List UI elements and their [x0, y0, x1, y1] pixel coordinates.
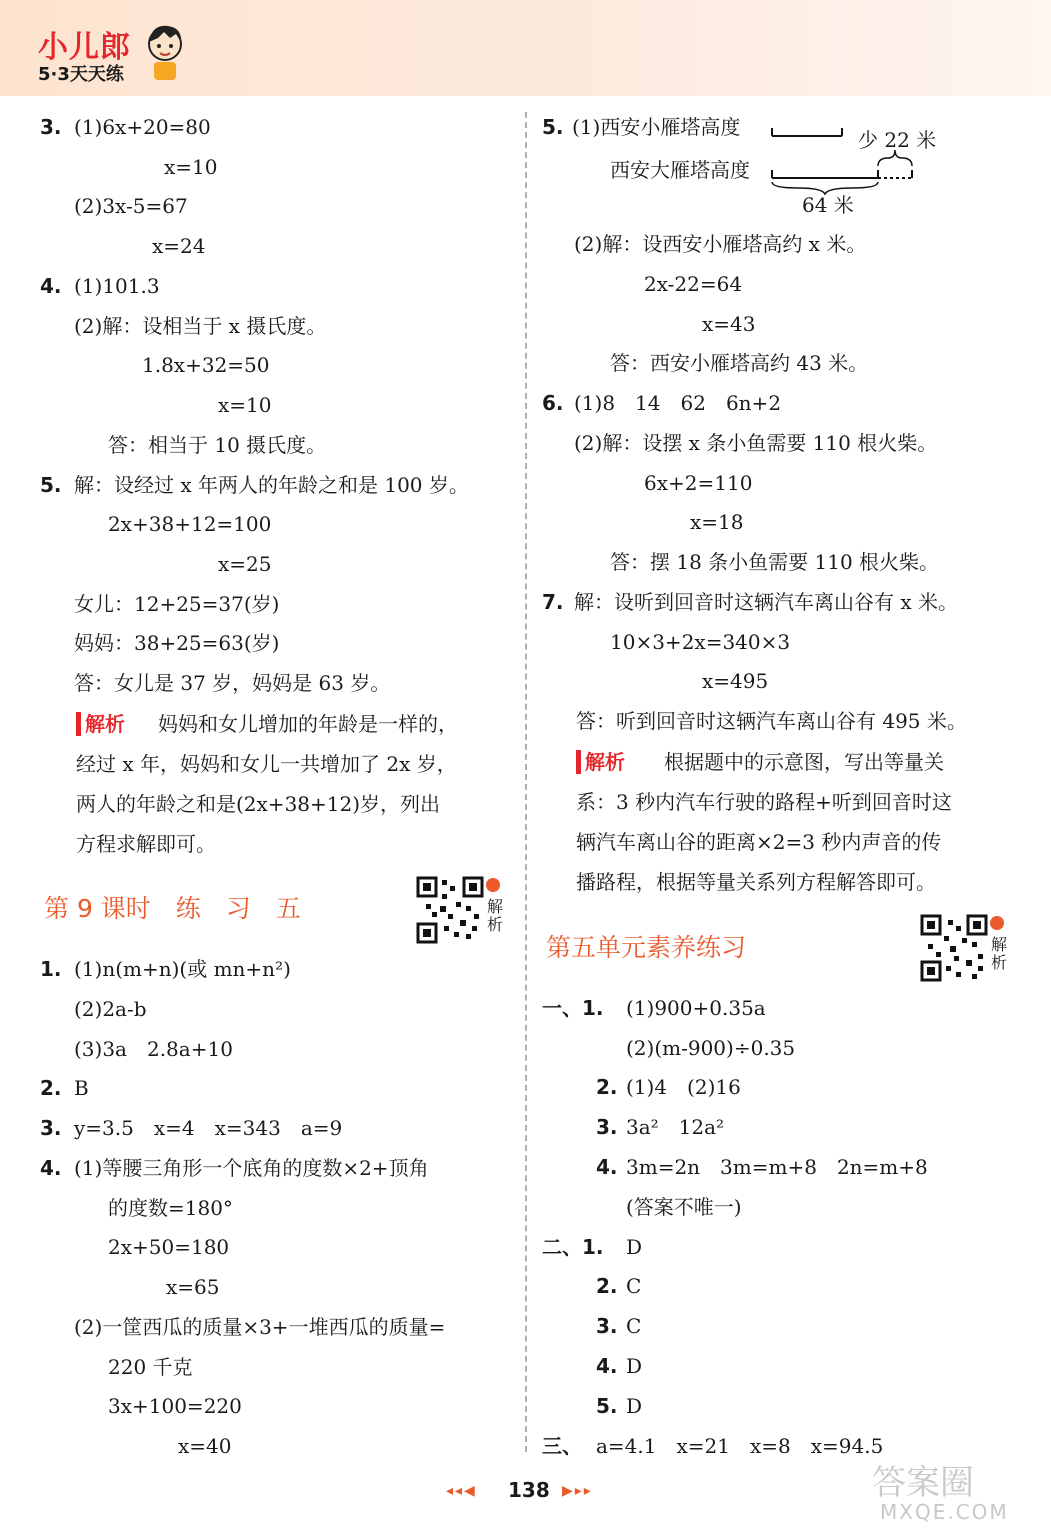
question-number [596, 1274, 618, 1298]
question-number-text: 4. [596, 1155, 618, 1179]
question-number-text: 3. [596, 1314, 618, 1338]
qr-label: 解析 [487, 897, 504, 934]
answer-line: x=43 [702, 312, 756, 336]
answer-line: (2)2a-b [74, 997, 147, 1021]
question-number-text: 4. [40, 1156, 62, 1180]
answer-line: x=25 [218, 552, 272, 576]
answer-line: 3a² 12a² [626, 1115, 725, 1139]
question-number [40, 1076, 62, 1100]
answer-line: 3x+100=220 [108, 1394, 242, 1418]
answer-line: (1)900+0.35a [626, 996, 766, 1020]
question-number-text: 2. [596, 1274, 618, 1298]
question-number-text: 三、 [542, 1434, 582, 1458]
prev-arrows-icon: ◂◂◀ [446, 1483, 477, 1499]
answer-line: 解：设听到回音时这辆汽车离山谷有 x 米。 [574, 590, 958, 614]
question-number-text: 3. [40, 115, 62, 139]
answer-line: 妈妈：38+25=63(岁) [74, 631, 280, 655]
unit5-title: 第五单元素养练习 [546, 933, 747, 962]
play-icon [486, 878, 500, 892]
question-number [542, 391, 564, 415]
answer-line: (3)3a 2.8a+10 [74, 1037, 233, 1061]
question-number-text: 2. [40, 1076, 62, 1100]
answer-line: 6x+2=110 [644, 471, 753, 495]
left-analysis [76, 712, 131, 736]
answer-line: (2)(m-900)÷0.35 [626, 1036, 796, 1060]
answer-line: 10×3+2x=340×3 [610, 630, 791, 654]
answer-line: x=10 [218, 393, 272, 417]
answer-line: 2x+50=180 [108, 1235, 230, 1259]
question-number-text: 7. [542, 590, 564, 614]
answer-line: 3m=2n 3m=m+8 2n=m+8 [626, 1155, 928, 1179]
answer-line: x=40 [178, 1434, 232, 1458]
answer-line: x=65 [166, 1275, 220, 1299]
diagram-total-label: 64 米 [802, 193, 854, 217]
diagram-row1: (1)西安小雁塔高度 [572, 115, 741, 139]
analysis-text: 方程求解即可。 [76, 832, 216, 856]
play-icon [990, 916, 1004, 930]
question-number-text: 一、1. [542, 996, 604, 1020]
answer-line: x=495 [702, 669, 769, 693]
answer-line: (2)3x-5=67 [74, 194, 188, 218]
analysis-text: 播路程，根据等量关系列方程解答即可。 [576, 870, 936, 894]
answer-line: (1)4 (2)16 [626, 1075, 741, 1099]
analysis-text: 辆汽车离山谷的距离×2=3 秒内声音的传 [576, 830, 942, 854]
answer-line: (2)解：设西安小雁塔高约 x 米。 [574, 232, 867, 256]
analysis-text: 系：3 秒内汽车行驶的路程+听到回音时这 [576, 790, 952, 814]
question-number-text: 3. [40, 1116, 62, 1140]
question-number-text: 6. [542, 391, 564, 415]
answer-line: D [626, 1394, 643, 1418]
page-number: 138 [508, 1478, 550, 1502]
answer-line: 220 千克 [108, 1355, 193, 1379]
question-number-text: 5. [40, 473, 62, 497]
analysis-tag: 解析 [576, 750, 625, 774]
answer-line: 1.8x+32=50 [142, 353, 270, 377]
mascot-icon [142, 22, 188, 84]
question-number [596, 1394, 618, 1418]
logo-subtitle: 5·3天天练 [38, 64, 124, 85]
question-number [542, 590, 564, 614]
question-number [542, 1434, 582, 1458]
question-number [596, 1075, 618, 1099]
answer-line: a=4.1 x=21 x=8 x=94.5 [596, 1434, 884, 1458]
next-arrows-icon: ▶▸▸ [562, 1483, 593, 1499]
answer-line: C [626, 1314, 642, 1338]
logo [38, 22, 188, 88]
answer-line: 2x+38+12=100 [108, 512, 272, 536]
logo-title: 小儿郎 [38, 30, 131, 65]
answer-line: (2)解：设相当于 x 摄氏度。 [74, 314, 327, 338]
question-number [596, 1155, 618, 1179]
answer-line: (1)101.3 [74, 274, 160, 298]
question-number [40, 274, 62, 298]
answer-line: 答：听到回音时这辆汽车离山谷有 495 米。 [576, 709, 967, 733]
watermark-logo: 答案圈 [872, 1463, 974, 1503]
analysis-text: 经过 x 年，妈妈和女儿一共增加了 2x 岁， [76, 752, 457, 776]
question-number [40, 1156, 62, 1180]
answer-line: 2x-22=64 [644, 272, 743, 296]
answer-line: (答案不唯一) [626, 1195, 742, 1219]
question-number-text: 二、1. [542, 1235, 604, 1259]
answer-line: (2)一筐西瓜的质量×3+一堆西瓜的质量= [74, 1315, 446, 1339]
qr-label: 解析 [991, 935, 1008, 972]
question-number [542, 996, 604, 1020]
question-number [40, 473, 62, 497]
analysis-tag: 解析 [76, 712, 125, 736]
answer-line: (1)6x+20=80 [74, 115, 211, 139]
answer-line: D [626, 1354, 643, 1378]
question-number [40, 1116, 62, 1140]
answer-line: (2)解：设摆 x 条小鱼需要 110 根火柴。 [574, 431, 938, 455]
question-number-text: 4. [40, 274, 62, 298]
answer-line: 答：摆 18 条小鱼需要 110 根火柴。 [610, 550, 940, 574]
question-number [542, 1235, 604, 1259]
answer-line: 的度数=180° [108, 1196, 233, 1220]
question-number [40, 957, 62, 981]
analysis-text: 妈妈和女儿增加的年龄是一样的， [158, 712, 458, 736]
answer-line: 答：西安小雁塔高约 43 米。 [610, 351, 869, 375]
answer-line: y=3.5 x=4 x=343 a=9 [74, 1116, 343, 1140]
analysis-text: 根据题中的示意图，写出等量关 [664, 750, 944, 774]
answer-line: x=10 [164, 155, 218, 179]
analysis-text: 两人的年龄之和是(2x+38+12)岁，列出 [76, 792, 441, 816]
answer-line: 解：设经过 x 年两人的年龄之和是 100 岁。 [74, 473, 469, 497]
question-number [596, 1314, 618, 1338]
answer-line: (1)等腰三角形一个底角的度数×2+顶角 [74, 1156, 429, 1180]
question-number [596, 1115, 618, 1139]
diagram-less-label: 少 22 米 [858, 128, 937, 152]
answer-line: B [74, 1076, 89, 1100]
column-divider [525, 112, 527, 1452]
answer-line: (1)8 14 62 6n+2 [574, 391, 782, 415]
diagram-row2: 西安大雁塔高度 [610, 158, 750, 182]
right-analysis [576, 750, 631, 774]
answer-line: 答：女儿是 37 岁，妈妈是 63 岁。 [74, 671, 391, 695]
qr-code-icon[interactable] [416, 876, 484, 944]
question-number-text: 3. [596, 1115, 618, 1139]
question-number-text: 1. [40, 957, 62, 981]
question-number [40, 115, 62, 139]
answer-line: C [626, 1274, 642, 1298]
qr-code-icon[interactable] [920, 914, 988, 982]
answer-line: x=18 [690, 510, 744, 534]
question-number-text: 2. [596, 1075, 618, 1099]
watermark-url: MXQE.COM [880, 1500, 1009, 1524]
question-number [596, 1354, 618, 1378]
lesson9-title: 第 9 课时 练 习 五 [44, 894, 301, 923]
answer-line: 答：相当于 10 摄氏度。 [108, 433, 327, 457]
q5-num: 5. [542, 115, 564, 139]
answer-line: D [626, 1235, 643, 1259]
answer-line: x=24 [152, 234, 206, 258]
answer-line: 女儿：12+25=37(岁) [74, 592, 280, 616]
answer-line: (1)n(m+n)(或 mn+n²) [74, 957, 291, 981]
question-number-text: 5. [596, 1394, 618, 1418]
question-number-text: 4. [596, 1354, 618, 1378]
